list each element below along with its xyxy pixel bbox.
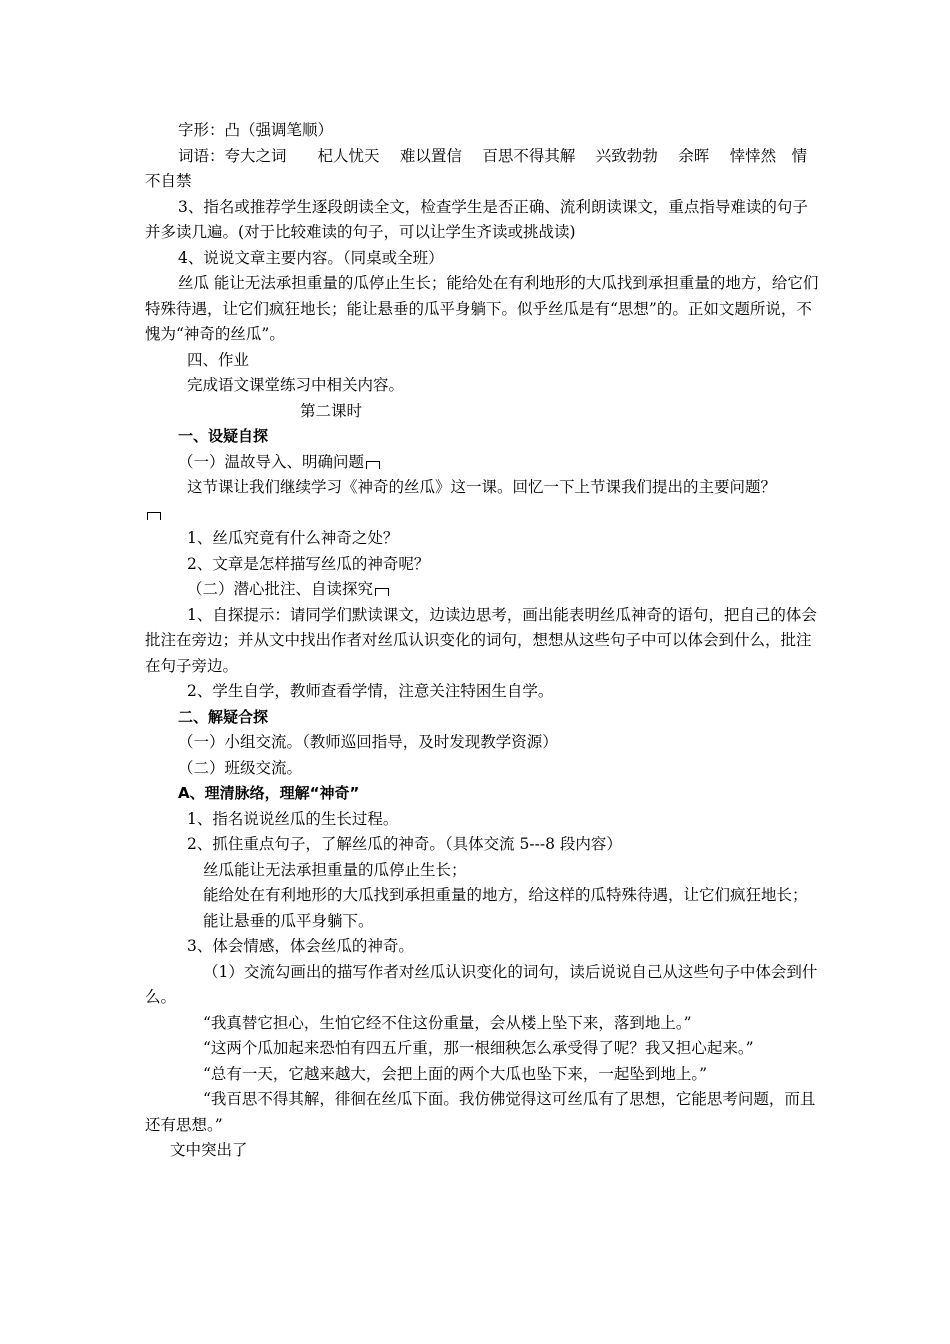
homework-text: 完成语文课堂练习中相关内容。 xyxy=(187,376,405,394)
section-one-heading: 一、设疑自探 xyxy=(178,427,269,445)
edit-mark-icon xyxy=(366,461,380,469)
item-3-1-paragraph: （1）交流勾画出的描写作者对丝瓜认识变化的词句，读后说说自己从这些句子中体会到什么。 xyxy=(145,962,818,1006)
subsection-2-text: （二）潜心批注、自读探究 xyxy=(187,580,374,598)
step-3-paragraph: 3、指名或推荐学生逐段朗读全文，检查学生是否正确、流利朗读课文，重点指导难读的句子并多读几遍。(对于比较难读的句子，可以让学生齐读或挑战读) xyxy=(145,197,808,241)
class-exchange-line: （二）班级交流。 xyxy=(178,758,303,777)
point-1-line: 丝瓜能让无法承担重量的瓜停止生长； xyxy=(203,860,467,879)
subsection-1-heading xyxy=(145,450,820,476)
review-question-line: 这节课让我们继续学习《神奇的丝瓜》这一课。回忆一下上节课我们提出的主要问题？ xyxy=(187,478,777,496)
closing-fragment: 文中突出了 xyxy=(170,1141,248,1159)
edit-mark-icon xyxy=(147,512,161,520)
question-1: 1、丝瓜究竟有什么神奇之处？ xyxy=(187,529,399,547)
point-2-paragraph: 能给处在有利地形的大瓜找到承担重量的地方，给这样的瓜特殊待遇，让它们疯狂地长； xyxy=(203,886,808,904)
quote-2: “这两个瓜加起来恐怕有四五斤重，那一根细秧怎么承受得了呢？我又担心起来。” xyxy=(203,1039,754,1057)
step-4-line: 4、说说文章主要内容。（同桌或全班） xyxy=(178,248,444,267)
quote-1: “我真替它担心，生怕它经不住这份重量，会从楼上坠下来，落到地上。” xyxy=(203,1013,692,1032)
summary-paragraph: 丝瓜 能让无法承担重量的瓜停止生长；能给处在有利地形的大瓜找到承担重量的地方，给它们特殊待遇，让它们疯狂地长；能让悬垂的瓜平身躺下。似乎丝瓜是有“思想”的。正如文题所说，不愧为“神奇的丝瓜”。 xyxy=(145,274,819,343)
homework-heading: 四、作业 xyxy=(187,350,250,369)
quote-4: “我百思不得其解，徘徊在丝瓜下面。我仿佛觉得这可丝瓜有了思想，它能思考问题，而且还有思想。” xyxy=(145,1090,816,1134)
item-3-line: 3、体会情感，体会丝瓜的神奇。 xyxy=(187,937,414,955)
subsection-1-text: （一）温故导入、明确问题 xyxy=(178,452,365,471)
item-1-line: 1、指名说说丝瓜的生长过程。 xyxy=(187,809,399,828)
point-3-line: 能让悬垂的瓜平身躺下。 xyxy=(203,911,374,930)
lesson-two-title: 第二课时 xyxy=(300,401,363,420)
self-study-line: 2、学生自学，教师查看学情，注意关注特困生自学。 xyxy=(187,682,554,700)
subsection-2-heading xyxy=(145,577,820,603)
document-page xyxy=(145,118,820,1164)
self-explore-paragraph: 1、自探提示：请同学们默读课文，边读边思考，画出能表明丝瓜神奇的语句，把自己的体会批注在旁边；并从文中找出作者对丝瓜认识变化的词句，想想从这些句子中可以体会到什么，批注在句子旁边。 xyxy=(145,605,817,675)
edit-mark-icon xyxy=(375,588,389,596)
part-a-heading: A、理清脉络，理解“神奇” xyxy=(178,784,360,802)
quote-3: “总有一天，它越来越大，会把上面的两个大瓜也坠下来，一起坠到地上。” xyxy=(203,1064,708,1083)
edit-mark-line xyxy=(145,501,820,527)
group-exchange-line: （一）小组交流。（教师巡回指导，及时发现教学资源） xyxy=(178,733,558,751)
question-2: 2、文章是怎样描写丝瓜的神奇呢？ xyxy=(187,554,430,573)
item-2-line: 2、抓住重点句子，了解丝瓜的神奇。（具体交流 5---8 段内容） xyxy=(187,835,622,853)
ciyu-line: 词语：夸大之词 杞人忧天 难以置信 百思不得其解 兴致勃勃 余晖 悻悻然 情不自禁 xyxy=(145,146,808,190)
zixing-line: 字形：凸（强调笔顺） xyxy=(178,121,334,139)
section-two-heading: 二、解疑合探 xyxy=(178,707,269,726)
